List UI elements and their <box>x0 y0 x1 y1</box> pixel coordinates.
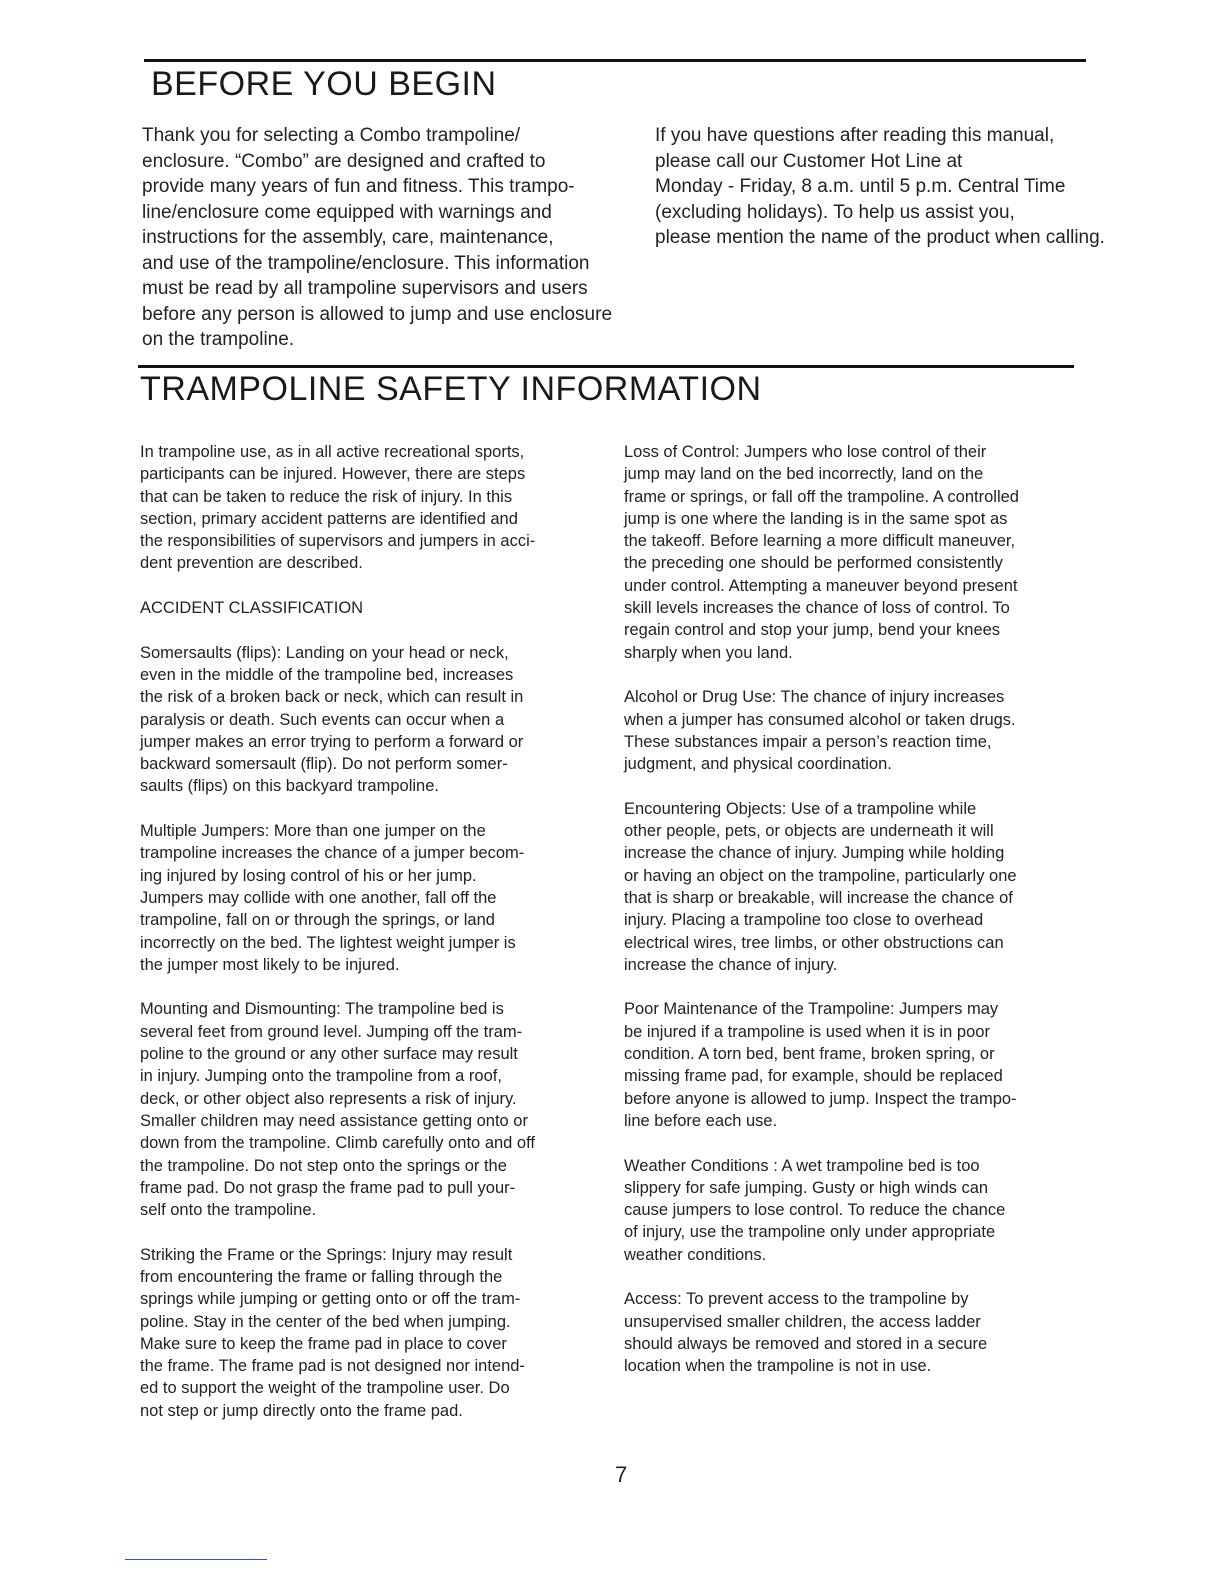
text-line: Jumpers may collide with one another, fall off the <box>140 888 497 907</box>
text-line: ing injured by losing control of his or her jump. <box>140 866 477 885</box>
text-line: incorrectly on the bed. The lightest weight jumper is <box>140 933 516 952</box>
text-line: jump may land on the bed incorrectly, land on the <box>624 465 984 484</box>
text-line: should always be removed and stored in a secure <box>624 1334 988 1353</box>
text-line: deck, or other object also represents a risk of injury. <box>140 1089 517 1108</box>
text-line: the takeoff. Before learning a more difficult maneuver, <box>624 532 1016 551</box>
paragraph <box>624 1155 1019 1266</box>
text-line: on the trampoline. <box>142 329 295 350</box>
text-line: Alcohol or Drug Use: The chance of injury increases <box>624 688 1005 707</box>
safety-right-column <box>624 441 1019 1400</box>
text-line: Striking the Frame or the Springs: Injury may result <box>140 1245 513 1264</box>
paragraph <box>624 1288 1019 1377</box>
text-line: ACCIDENT CLASSIFICATION <box>140 599 364 618</box>
before-left-column <box>142 123 612 353</box>
text-line: enclosure. “Combo” are designed and crafted to <box>142 150 546 172</box>
text-line: Poor Maintenance of the Trampoline: Jumpers may <box>624 1000 999 1019</box>
text-line: skill levels increases the chance of loss of control. To <box>624 599 1010 618</box>
text-line: Encountering Objects: Use of a trampoline while <box>624 799 977 818</box>
text-line: please call our Customer Hot Line at <box>655 150 963 172</box>
text-line: under control. Attempting a maneuver beyond present <box>624 576 1018 595</box>
text-line: the frame. The frame pad is not designed nor intend- <box>140 1357 525 1376</box>
text-line: slippery for safe jumping. Gusty or high winds can <box>624 1178 989 1197</box>
text-line: Mounting and Dismounting: The trampoline bed is <box>140 1000 504 1019</box>
text-line: increase the chance of injury. Jumping while holding <box>624 844 1005 863</box>
text-line: paralysis or death. Such events can occur when a <box>140 710 505 729</box>
text-line: (excluding holidays). To help us assist you, <box>655 201 1015 223</box>
text-line: Access: To prevent access to the trampoline by <box>624 1290 969 1309</box>
text-line: Thank you for selecting a Combo trampoline/ <box>142 125 521 146</box>
before-you-begin-heading: BEFORE YOU BEGIN <box>151 65 497 103</box>
text-line: of injury, use the trampoline only under appropriate <box>624 1223 996 1242</box>
text-line: line/enclosure come equipped with warnings and <box>142 201 552 223</box>
paragraph <box>624 441 1019 664</box>
text-line: dent prevention are described. <box>140 554 363 573</box>
text-line: increase the chance of injury. <box>624 955 838 974</box>
paragraph <box>140 1244 535 1422</box>
text-line: the risk of a broken back or neck, which can result in <box>140 688 524 707</box>
text-line: please mention the name of the product when calling. <box>655 227 1105 248</box>
text-line: springs while jumping or getting onto or off the tram- <box>140 1290 521 1309</box>
text-line: sharply when you land. <box>624 643 793 662</box>
text-line: before anyone is allowed to jump. Inspect the trampo- <box>624 1089 1017 1108</box>
text-line: other people, pets, or objects are underneath it will <box>624 822 994 841</box>
paragraph <box>140 441 535 575</box>
text-line: Make sure to keep the frame pad in place to cover <box>140 1334 507 1353</box>
text-line: If you have questions after reading this manual, <box>655 125 1055 146</box>
text-line: frame pad. Do not grasp the frame pad to pull your- <box>140 1178 516 1197</box>
text-line: the jumper most likely to be injured. <box>140 955 400 974</box>
text-line: even in the middle of the trampoline bed, increases <box>140 665 514 684</box>
text-line: judgment, and physical coordination. <box>624 755 892 774</box>
page-number: 7 <box>615 1462 628 1487</box>
text-line: trampoline increases the chance of a jumper becom- <box>140 844 525 863</box>
text-line: unsupervised smaller children, the access ladder <box>624 1312 981 1331</box>
text-line: Smaller children may need assistance getting onto or <box>140 1111 528 1130</box>
text-line: backward somersault (flip). Do not perform somer- <box>140 755 508 774</box>
text-line: that can be taken to reduce the risk of injury. In this <box>140 487 513 506</box>
text-line: jump is one where the landing is in the same spot as <box>624 509 1008 528</box>
text-line: not step or jump directly onto the frame pad. <box>140 1401 463 1420</box>
text-line: jumper makes an error trying to perform a forward or <box>140 732 524 751</box>
safety-heading: TRAMPOLINE SAFETY INFORMATION <box>140 370 762 408</box>
text-line: location when the trampoline is not in use. <box>624 1357 932 1376</box>
text-line: down from the trampoline. Climb carefully onto and off <box>140 1134 535 1153</box>
text-line: poline to the ground or any other surface may result <box>140 1045 518 1064</box>
top-rule <box>144 59 1086 62</box>
text-line: participants can be injured. However, there are steps <box>140 465 526 484</box>
before-right-column <box>655 123 1105 251</box>
text-line: Loss of Control: Jumpers who lose control of their <box>624 443 987 461</box>
text-line: Somersaults (flips): Landing on your head or neck, <box>140 643 509 662</box>
paragraph <box>624 686 1019 775</box>
text-line: before any person is allowed to jump and use enclosure <box>142 303 613 325</box>
text-line: several feet from ground level. Jumping off the tram- <box>140 1022 523 1041</box>
paragraph <box>624 998 1019 1132</box>
text-line: the preceding one should be performed consistently <box>624 554 1003 573</box>
text-line: Monday - Friday, 8 a.m. until 5 p.m. Central Time <box>655 176 1066 197</box>
text-line: line before each use. <box>624 1111 778 1130</box>
text-line: be injured if a trampoline is used when it is in poor <box>624 1022 990 1041</box>
text-line: regain control and stop your jump, bend your knees <box>624 621 1001 640</box>
text-line: section, primary accident patterns are identified and <box>140 509 518 528</box>
text-line: from encountering the frame or falling through the <box>140 1267 503 1286</box>
text-line: Weather Conditions : A wet trampoline bed is too <box>624 1156 980 1175</box>
text-line: ed to support the weight of the trampoline user. Do <box>140 1379 510 1398</box>
text-line: or having an object on the trampoline, particularly one <box>624 866 1017 885</box>
text-line: These substances impair a person’s reaction time, <box>624 732 992 751</box>
text-line: frame or springs, or fall off the trampoline. A controlled <box>624 487 1019 506</box>
text-line: instructions for the assembly, care, maintenance, <box>142 227 554 248</box>
text-line: and use of the trampoline/enclosure. This information <box>142 252 590 274</box>
text-line: self onto the trampoline. <box>140 1201 317 1220</box>
paragraph <box>140 642 535 798</box>
paragraph <box>140 597 535 619</box>
text-line: the responsibilities of supervisors and jumpers in acci- <box>140 532 536 551</box>
text-line: cause jumpers to lose control. To reduce the chance <box>624 1201 1006 1220</box>
text-line: missing frame pad, for example, should be replaced <box>624 1067 1003 1086</box>
text-line: must be read by all trampoline supervisors and users <box>142 278 588 299</box>
text-line: weather conditions. <box>624 1245 767 1264</box>
text-line: in injury. Jumping onto the trampoline from a roof, <box>140 1067 502 1086</box>
text-line: the trampoline. Do not step onto the springs or the <box>140 1156 507 1175</box>
text-line: when a jumper has consumed alcohol or taken drugs. <box>624 710 1016 729</box>
text-line: saults (flips) on this backyard trampoline. <box>140 777 439 796</box>
text-line: provide many years of fun and fitness. This trampo- <box>142 176 575 197</box>
footer-link-line <box>125 1559 267 1560</box>
safety-left-column <box>140 441 535 1444</box>
text-line: trampoline, fall on or through the springs, or land <box>140 911 495 930</box>
safety-rule <box>138 365 1074 368</box>
text-line: poline. Stay in the center of the bed when jumping. <box>140 1312 511 1331</box>
text-line: condition. A torn bed, bent frame, broken spring, or <box>624 1045 995 1064</box>
text-line: that is sharp or breakable, will increase the chance of <box>624 888 1013 907</box>
paragraph <box>140 820 535 976</box>
text-line: Multiple Jumpers: More than one jumper on the <box>140 822 486 841</box>
text-line: In trampoline use, as in all active recreational sports, <box>140 443 525 461</box>
text-line: injury. Placing a trampoline too close to overhead <box>624 911 984 930</box>
text-line: electrical wires, tree limbs, or other obstructions can <box>624 933 1004 952</box>
paragraph <box>140 998 535 1221</box>
paragraph <box>624 798 1019 976</box>
